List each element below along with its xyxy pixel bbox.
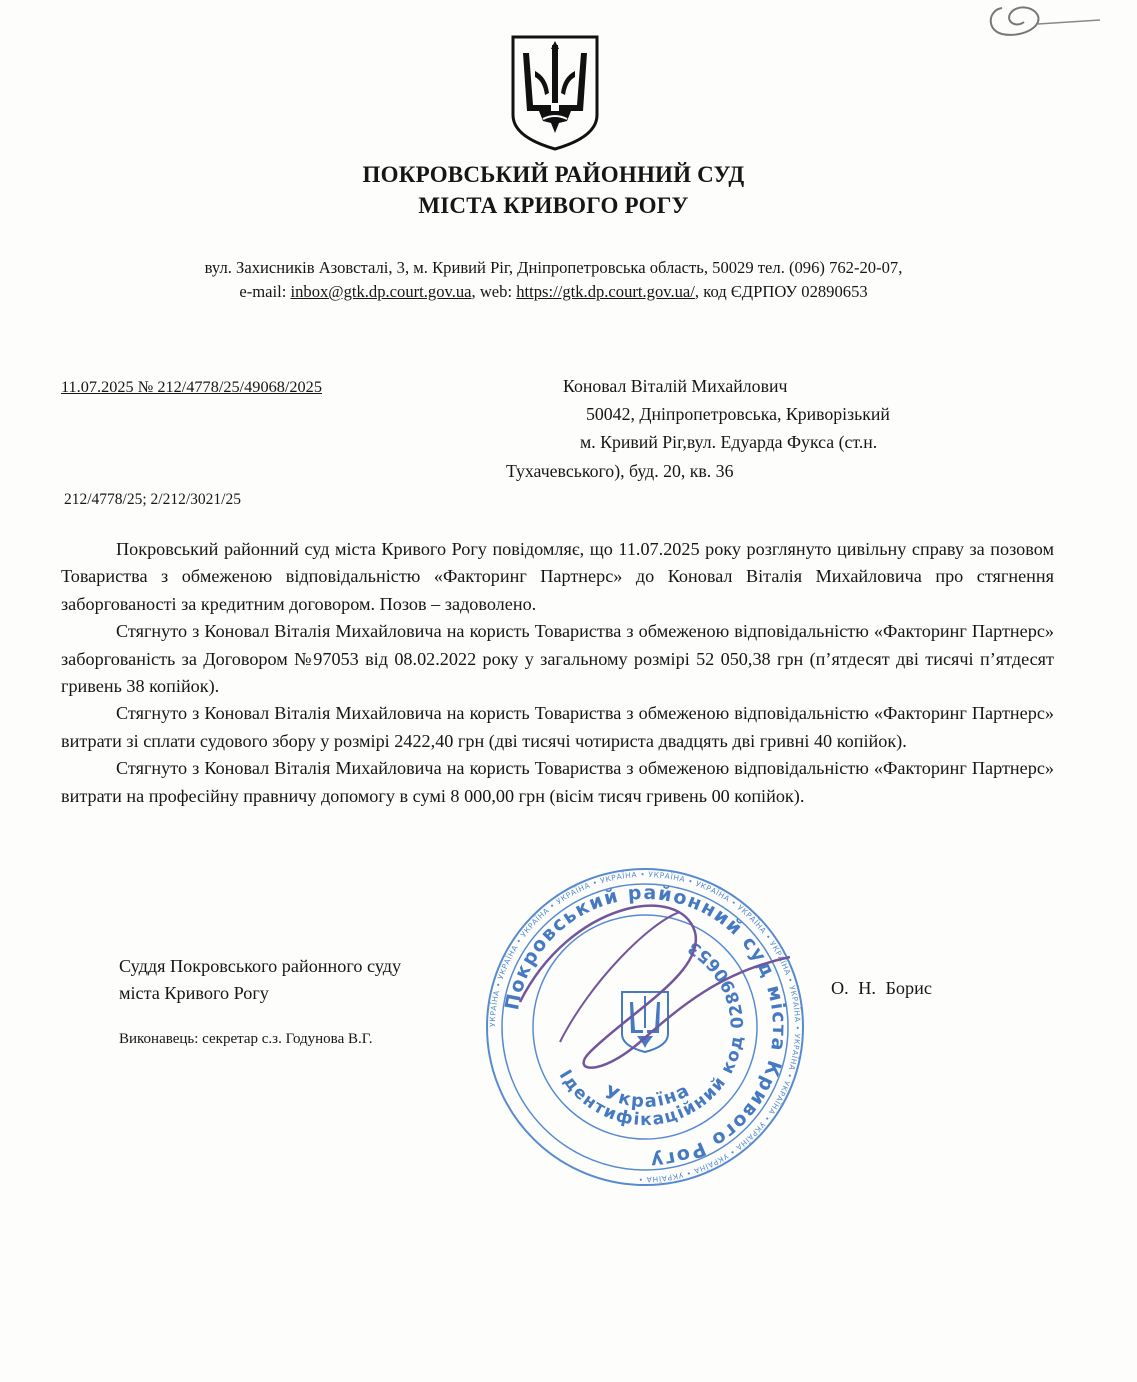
seal-outer-text: Покровський районний суд міста Кривого Рогу	[501, 881, 791, 1173]
email-label: e-mail:	[239, 282, 291, 301]
court-name-line2: МІСТА КРИВОГО РОГУ	[418, 193, 689, 218]
seal-microtext-ring: УКРАЇНА • УКРАЇНА • УКРАЇНА • УКРАЇНА • УКРАЇНА • УКРАЇНА • УКРАЇНА • УКРАЇНА • УКРАЇНА • УКРАЇНА • УКРАЇНА • УКРАЇНА • УКРАЇНА • УКРАЇНА • УКРАЇНА •	[487, 869, 803, 1185]
edrpou-code: , код ЄДРПОУ 02890653	[694, 282, 868, 301]
seal-country: Україна	[601, 1079, 694, 1113]
recipient-name: Коновал Віталій Михайлович	[563, 376, 788, 396]
corner-scribble	[980, 0, 1120, 50]
judge-name: О. Н. Борис	[831, 978, 932, 998]
signer-title-line1: Суддя Покровського районного суду	[119, 956, 402, 976]
seal-trident-icon	[622, 992, 668, 1052]
coat-of-arms-icon	[509, 33, 601, 151]
paragraph-decision: Покровський районний суд міста Кривого Рогу повідомляє, що 11.07.2025 року розглянуто цивільну справу за позовом Товариства з обмеженою відповідальністю «Факторинг Партнерс» до Коновал Віталія Михайловича про стягнення заборгованості за кредитним договором. Позов – задоволено.	[61, 539, 1054, 614]
paragraph-legal-aid: Стягнуто з Коновал Віталія Михайловича на користь Товариства з обмеженою відповідальністю «Факторинг Партнерс» витрати на професійну правничу допомогу в сумі 8 000,00 грн (вісім тисяч гривень 00 копійок).	[61, 758, 1054, 806]
seal-inner-text: Ідентифікаційний код 02890653	[554, 936, 749, 1131]
court-name-line1: ПОКРОВСЬКИЙ РАЙОННИЙ СУД	[362, 162, 745, 187]
outgoing-reference: 11.07.2025 № 212/4778/25/49068/2025	[61, 377, 322, 396]
court-seal	[480, 862, 810, 1192]
email-link[interactable]: inbox@gtk.dp.court.gov.ua	[290, 282, 472, 301]
paragraph-debt: Стягнуто з Коновал Віталія Михайловича на користь Товариства з обмеженою відповідальністю «Факторинг Партнерс» заборгованість за Договором №97053 від 08.02.2022 року у загальному розмірі 52 050,38 грн (п’ятдесят дві тисячі п’ятдесят гривень 38 копійок).	[61, 621, 1054, 697]
court-contacts	[0, 280, 1107, 304]
recipient-address-line3: Тухачевського), буд. 20, кв. 36	[506, 461, 734, 481]
case-numbers: 212/4778/25; 2/212/3021/25	[64, 491, 241, 508]
web-label: , web:	[471, 282, 517, 301]
web-link[interactable]: https://gtk.dp.court.gov.ua/	[516, 282, 695, 301]
recipient-address-line2: м. Кривий Ріг,вул. Едуарда Фукса (ст.н.	[580, 432, 878, 452]
executor-line: Виконавець: секретар с.з. Годунова В.Г.	[119, 1031, 373, 1047]
signer-title-line2: міста Кривого Рогу	[119, 983, 269, 1003]
signer-title	[119, 953, 401, 1007]
court-address: вул. Захисників Азовсталі, 3, м. Кривий Ріг, Дніпропетровська область, 50029 тел. (096) 762-20-07,	[204, 258, 903, 277]
paragraph-court-fee: Стягнуто з Коновал Віталія Михайловича на користь Товариства з обмеженою відповідальністю «Факторинг Партнерс» витрати зі сплати судового збору у розмірі 2422,40 грн (дві тисячі чотириста двадцять дві гривні 40 копійок).	[61, 703, 1054, 751]
recipient-address-line1: 50042, Дніпропетровська, Криворізький	[586, 404, 890, 424]
notice-body	[61, 536, 1054, 810]
